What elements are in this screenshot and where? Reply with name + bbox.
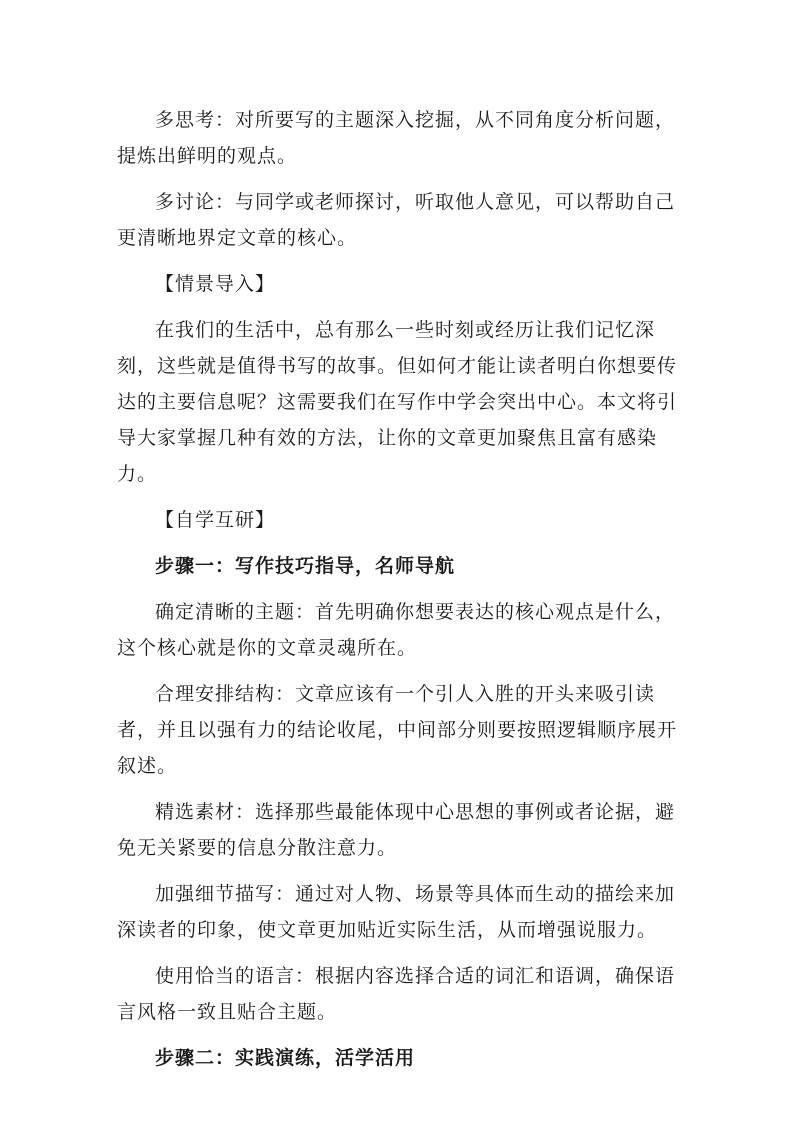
paragraph-gap [117, 1030, 677, 1040]
paragraph-materials: 精选素材：选择那些最能体现中心思想的事例或者论据，避免无关紧要的信息分散注意力。 [117, 801, 676, 859]
paragraph-gap [117, 492, 677, 502]
paragraph-gap [117, 256, 677, 266]
paragraph-clear-theme: 确定清晰的主题：首先明确你想要表达的核心观点是什么，这个核心就是你的文章灵魂所在。 [117, 601, 676, 659]
paragraph-language: 使用恰当的语言：根据内容选择合适的词汇和语调，确保语言风格一致且贴合主题。 [117, 965, 676, 1023]
step-two-heading: 步骤二：实践演练，活学活用 [155, 1047, 416, 1069]
paragraph-structure: 合理安排结构：文章应该有一个引人入胜的开头来吸引读者，并且以强有力的结论收尾，中间部分则要按照逻辑顺序展开叙述。 [117, 683, 678, 777]
section-heading-scenario: 【情景导入】 [155, 273, 276, 295]
paragraph-gap [117, 666, 677, 676]
document-body [117, 102, 677, 1076]
paragraph-think-more: 多思考：对所要写的主题深入挖掘，从不同角度分析问题，提炼出鲜明的观点。 [117, 109, 676, 167]
paragraph-gap [117, 538, 677, 548]
paragraph-gap [117, 584, 677, 594]
paragraph-details: 加强细节描写：通过对人物、场景等具体而生动的描绘来加深读者的印象，使文章更加贴近实际生活，从而增强说服力。 [117, 883, 676, 941]
paragraph-gap [117, 866, 677, 876]
paragraph-discuss-more: 多讨论：与同学或老师探讨，听取他人意见，可以帮助自己更清晰地界定文章的核心。 [117, 191, 676, 249]
section-heading-self-study: 【自学互研】 [155, 509, 276, 531]
paragraph-gap [117, 784, 677, 794]
paragraph-gap [117, 948, 677, 958]
paragraph-intro: 在我们的生活中，总有那么一些时刻或经历让我们记忆深刻，这些就是值得书写的故事。但如何才能让读者明白你想要传达的主要信息呢？这需要我们在写作中学会突出中心。本文将引导大家掌握几种有效的方法，让你的文章更加聚焦且富有感染力。 [117, 319, 678, 485]
paragraph-gap [117, 302, 677, 312]
paragraph-gap [117, 174, 677, 184]
step-one-heading: 步骤一：写作技巧指导，名师导航 [155, 555, 456, 577]
